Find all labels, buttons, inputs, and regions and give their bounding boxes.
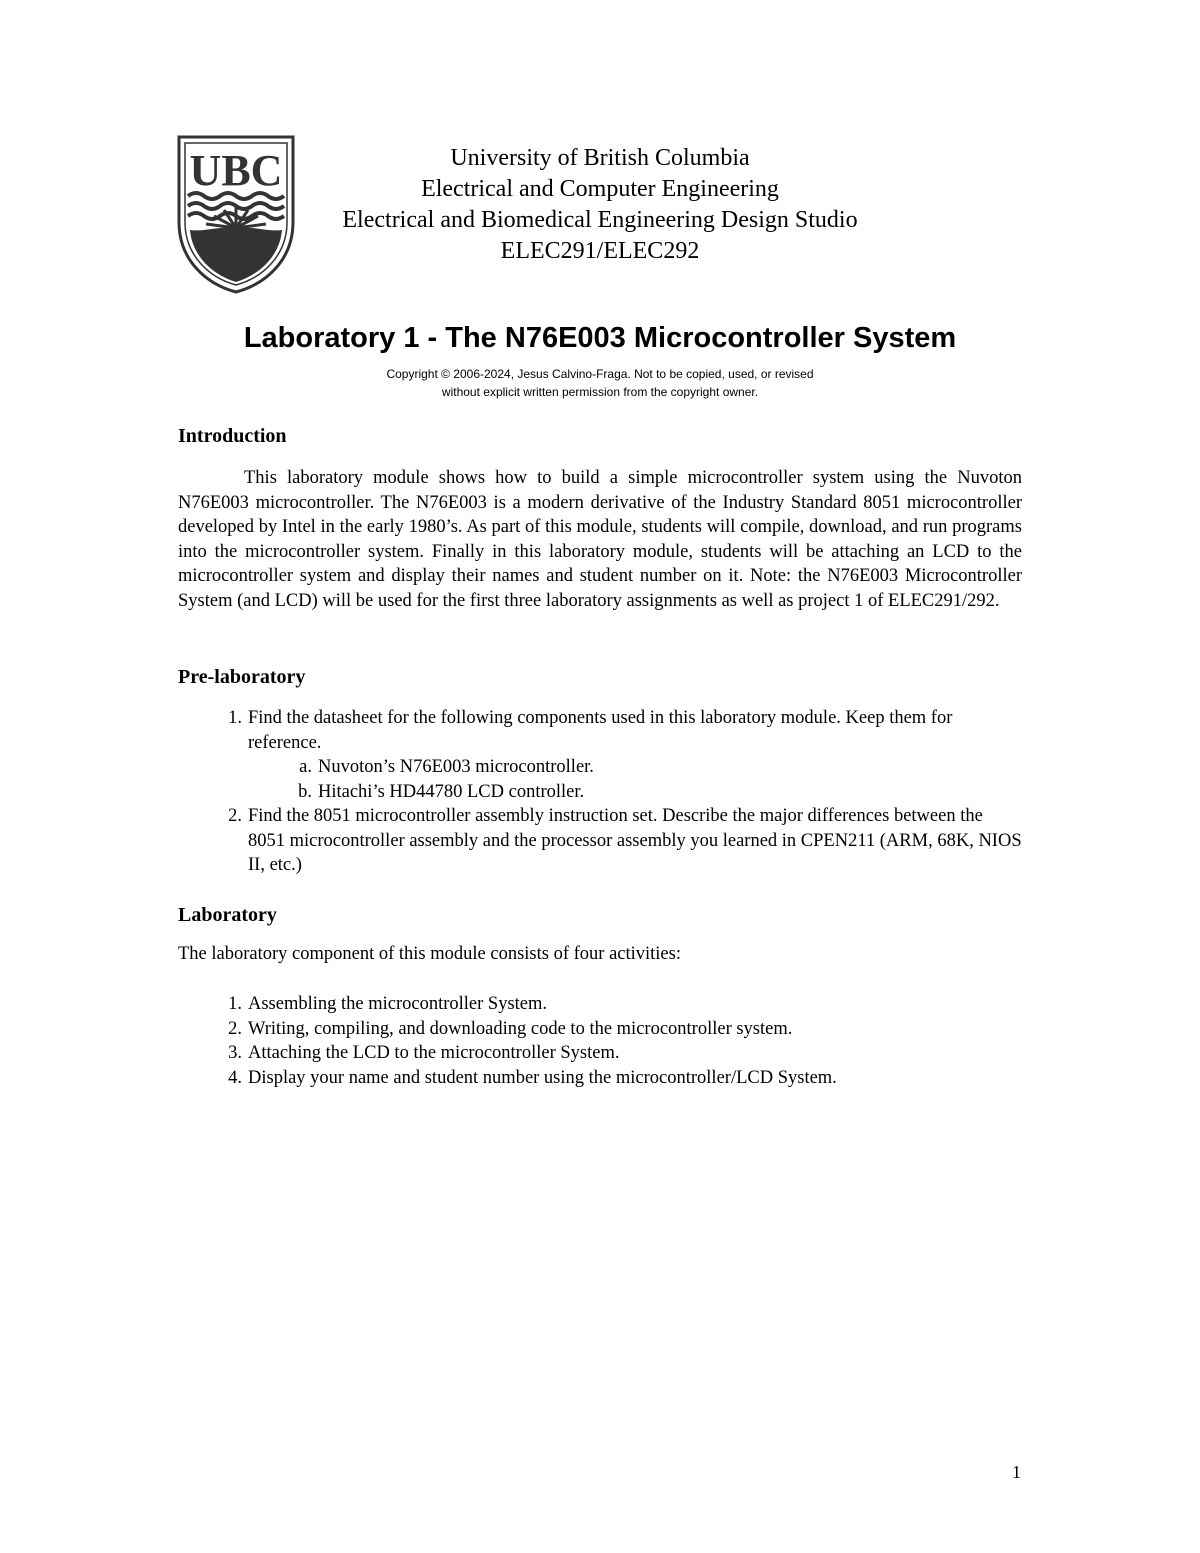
sublist-item [248, 780, 1022, 805]
prelab-heading: Pre-laboratory [178, 666, 306, 688]
sublist [248, 755, 1022, 804]
list-item-text: Find the 8051 microcontroller assembly instruction set. Describe the major differences between the 8051 microcontroller assembly and the processor assembly you learned in CPEN211 (ARM, 68K, NIOS II, etc.) [248, 806, 1022, 875]
prelab-list [178, 706, 1022, 878]
list-number: 1. [228, 994, 242, 1014]
list-number: 1. [228, 708, 242, 728]
laboratory-activities-list [178, 992, 1022, 1090]
list-item-text: Assembling the microcontroller System. [248, 994, 548, 1014]
list-number: 2. [228, 806, 242, 826]
sublist-letter: a. [299, 757, 312, 777]
laboratory-heading: Laboratory [178, 904, 277, 926]
copyright-line-2: without explicit written permission from the copyright owner. [441, 385, 759, 399]
course-codes: ELEC291/ELEC292 [500, 238, 700, 264]
list-item [178, 804, 1022, 878]
list-item [178, 706, 1022, 804]
department-name: Electrical and Computer Engineering [421, 176, 779, 202]
introduction-heading: Introduction [178, 425, 287, 447]
introduction-text: This laboratory module shows how to build a simple microcontroller system using the Nuvoton N76E003 microcontroller. The N76E003 is a modern derivative of the Industry Standard 8051 microcontroller developed by Intel in the early 1980’s. As part of this module, students will compile, download, and run programs into the microcontroller system. Finally in this laboratory module, students will be attaching an LCD to the microcontroller system and display their names and student number on it. Note: the N76E003 Microcontroller System (and LCD) will be used for the first three laboratory assignments as well as project 1 of ELEC291/292. [178, 468, 1022, 611]
university-name: University of British Columbia [450, 145, 750, 171]
document-title: Laboratory 1 - The N76E003 Microcontroller System [243, 322, 957, 354]
copyright-notice [0, 365, 1200, 401]
sublist-letter: b. [298, 781, 312, 802]
laboratory-intro: The laboratory component of this module consists of four activities: [178, 944, 681, 964]
institution-header [300, 143, 900, 267]
list-item [178, 1066, 1022, 1091]
list-item-text: Display your name and student number using the microcontroller/LCD System. [248, 1067, 837, 1088]
sublist-item [248, 755, 1022, 780]
list-number: 2. [228, 1018, 242, 1039]
list-item-text: Attaching the LCD to the microcontroller System. [248, 1043, 620, 1063]
list-number: 3. [228, 1043, 242, 1063]
list-number: 4. [228, 1067, 242, 1088]
page-number: 1 [1012, 1462, 1021, 1482]
list-item [178, 1041, 1022, 1066]
studio-name: Electrical and Biomedical Engineering Design Studio [342, 207, 858, 233]
svg-text:UBC: UBC [189, 146, 283, 195]
ubc-crest-logo [176, 134, 296, 294]
list-item [178, 992, 1022, 1017]
sublist-item-text: Nuvoton’s N76E003 microcontroller. [318, 757, 594, 777]
copyright-line-1: Copyright © 2006-2024, Jesus Calvino-Fraga. Not to be copied, used, or revised [386, 367, 814, 381]
list-item-text: Find the datasheet for the following components used in this laboratory module. Keep them for reference. [248, 708, 953, 753]
sublist-item-text: Hitachi’s HD44780 LCD controller. [318, 781, 585, 802]
list-item [178, 1017, 1022, 1042]
introduction-paragraph [178, 466, 1022, 613]
list-item-text: Writing, compiling, and downloading code to the microcontroller system. [248, 1018, 793, 1039]
